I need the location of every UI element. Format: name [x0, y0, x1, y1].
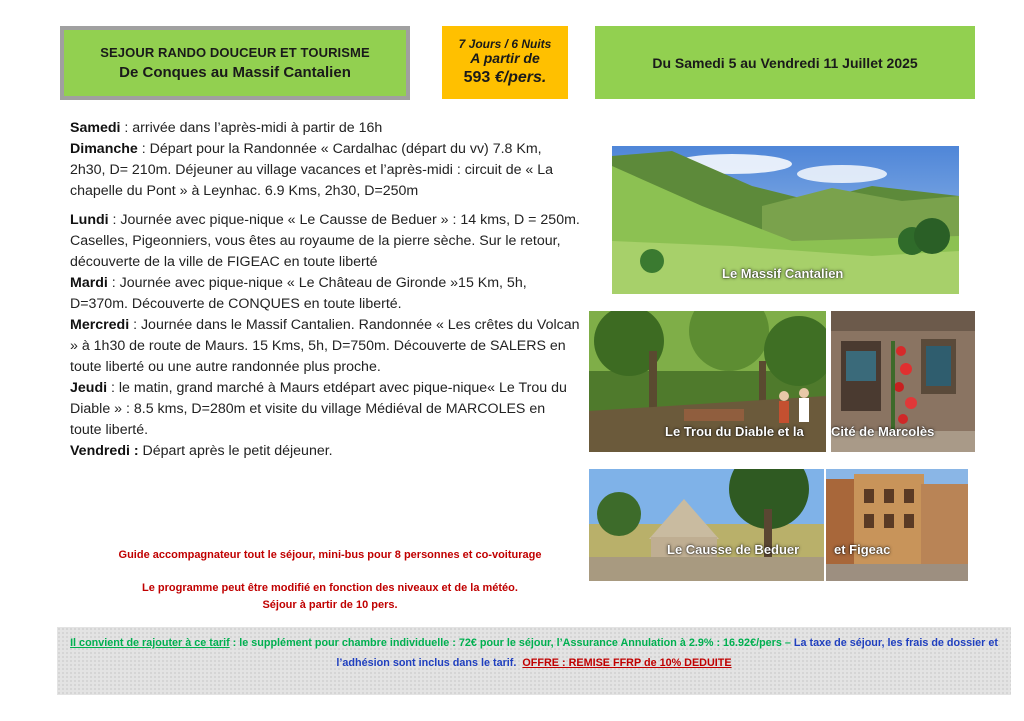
day-label: Lundi [70, 212, 109, 228]
footer-taxe: La taxe de séjour, les frais de dossier et l’adhésion sont inclus dans le tarif. [336, 637, 998, 669]
day-dimanche [70, 139, 580, 202]
price-value: 593 [463, 69, 491, 87]
day-text: Départ après le petit déjeuner. [138, 443, 333, 459]
caption-massif: Le Massif Cantalien [722, 266, 844, 281]
day-lundi [70, 210, 580, 273]
price-unit: €/pers. [494, 69, 547, 87]
day-vendredi [70, 441, 580, 462]
day-label: Dimanche [70, 141, 138, 157]
day-text: : Journée avec pique-nique « Le Causse de Beduer » : 14 kms, D = 250m. Caselles, Pigeonniers, vous êtes au royaume de la pierre sèche. Sur le retour, découverte de la ville de FIGEAC en toute liberté [70, 212, 580, 270]
day-text: : Journée dans le Massif Cantalien. Randonnée « Les crêtes du Volcan » à 1h30 de route de Maurs. 15 Kms, 5h, D=750m. Découverte de SALERS en toute liberté ou une autre randonnée plus proche. [70, 317, 580, 375]
stone-hut-image [589, 469, 824, 581]
price-box [442, 26, 568, 99]
day-text: : Journée avec pique-nique « Le Château de Gironde »15 Km, 5h, D=370m. Découverte de CONQUES en toute liberté. [70, 275, 527, 312]
from-label: A partir de [470, 49, 540, 66]
pricing-footer [57, 627, 1011, 695]
caption-causse: Le Causse de Beduer [667, 542, 800, 557]
programme-note: Le programme peut être modifié en fonction des niveaux et de la météo. [142, 582, 518, 594]
footer-lead: Il convient de rajouter à ce tarif [70, 637, 230, 649]
day-label: Mercredi [70, 317, 130, 333]
day-jeudi [70, 378, 580, 441]
caption-figeac: et Figeac [834, 542, 891, 557]
town-square-image [826, 469, 968, 581]
dates-text: Du Samedi 5 au Vendredi 11 Juillet 2025 [652, 54, 918, 71]
footer-supplement: : le supplément pour chambre individuelle : 72€ pour le séjour, l’Assurance Annulation à 2.9% : 16.92€/pers – [229, 637, 791, 649]
price [464, 70, 547, 87]
photo-trou-du-diable [589, 311, 826, 452]
caption-trou-diable: Le Trou du Diable et la [665, 424, 804, 439]
caption-marcoles: Cité de Marcolès [831, 424, 935, 439]
day-samedi [70, 118, 580, 139]
day-label: Vendredi : [70, 443, 139, 459]
min-group-note: Séjour à partir de 10 pers. [262, 599, 398, 611]
title-box [60, 26, 410, 100]
footer-green [70, 637, 791, 649]
title-line-1: SEJOUR RANDO DOUCEUR ET TOURISME [100, 45, 370, 60]
dates-box [595, 26, 975, 99]
day-label: Mardi [70, 275, 108, 291]
guide-note: Guide accompagnateur tout le séjour, mini-bus pour 8 personnes et co-voiturage [118, 549, 542, 561]
day-label: Samedi [70, 120, 121, 136]
day-text: : arrivée dans l’après-midi à partir de 16h [120, 120, 383, 136]
photo-causse-de-beduer [589, 469, 824, 581]
day-mercredi [70, 315, 580, 378]
duration-label: 7 Jours / 6 Nuits [458, 36, 552, 51]
program [70, 118, 580, 462]
photo-massif-cantalien [612, 146, 959, 294]
day-label: Jeudi [70, 380, 108, 396]
day-text: : le matin, grand marché à Maurs etdépart avec pique-nique« Le Trou du Diable » : 8.5 kms, D=280m et visite du village Médiéval de MARCOLES en toute liberté. [70, 380, 567, 438]
day-mardi [70, 273, 580, 315]
day-text: : Départ pour la Randonnée « Cardalhac (départ du vv) 7.8 Km, 2h30, D= 210m. Déjeuner au village vacances et l’après-midi : circuit de « La chapelle du Pont » à Leynhac. 6.9 Kms, 2h30, D=250m [70, 141, 554, 199]
photo-figeac [826, 469, 968, 581]
photo-marcoles [831, 311, 975, 452]
title-line-2: De Conques au Massif Cantalien [119, 64, 351, 81]
footer-offre: OFFRE : REMISE FFRP de 10% DEDUITE [522, 657, 732, 669]
